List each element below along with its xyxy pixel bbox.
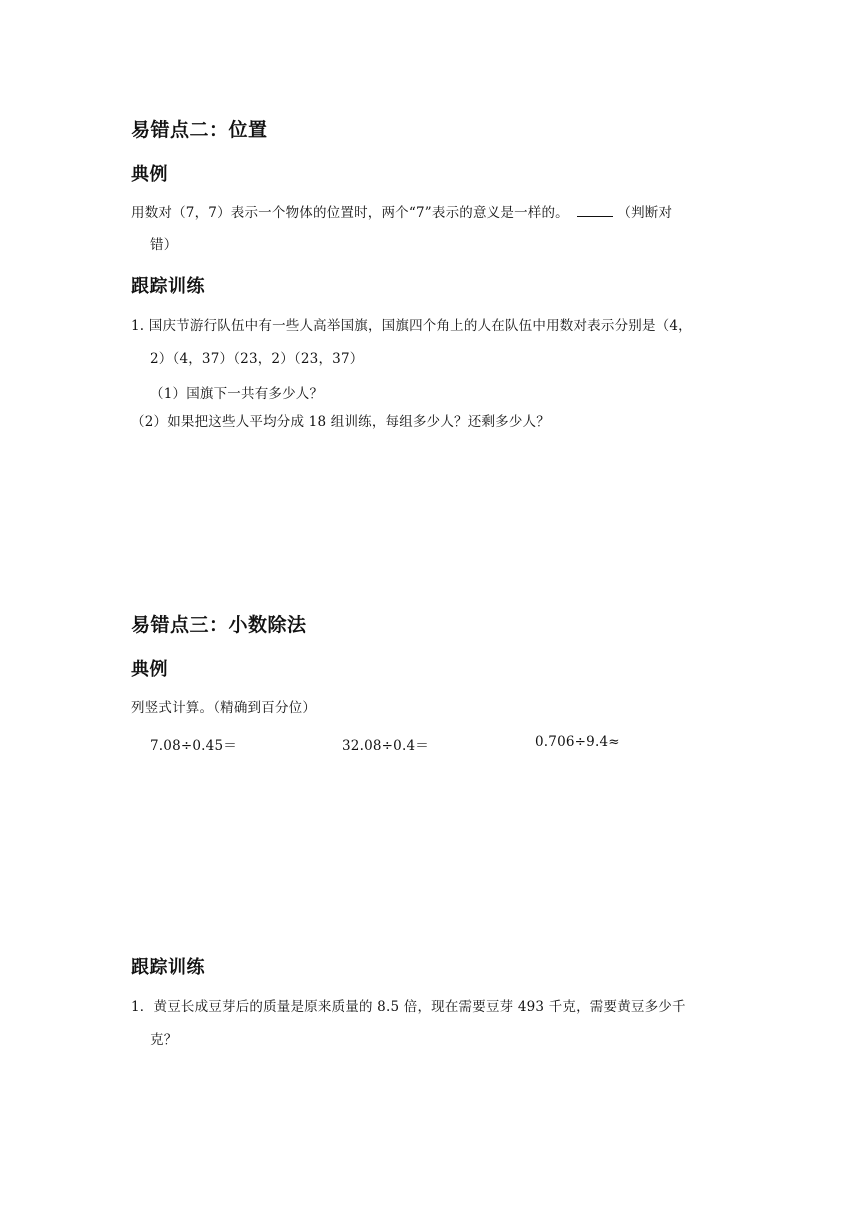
section3-q1-line1: 1．黄豆长成豆芽后的质量是原来质量的 8.5 倍，现在需要豆芽 493 千克，需要黄豆多少千 xyxy=(131,999,686,1015)
division-problem-2: 32.08÷0.4＝ xyxy=(342,738,429,754)
section2-q1-sub2: （2）如果把这些人平均分成 18 组训练，每组多少人？还剩多少人？ xyxy=(131,414,550,430)
answer-blank[interactable] xyxy=(577,204,613,217)
section2-practice-heading: 跟踪训练 xyxy=(131,276,205,297)
section3-instruction: 列竖式计算。（精确到百分位） xyxy=(131,700,317,716)
example-question-text: 用数对（7，7）表示一个物体的位置时，两个“7”表示的意义是一样的。 xyxy=(131,205,569,221)
section2-example-line2: 错） xyxy=(150,237,178,253)
section3-example-heading: 典例 xyxy=(131,659,168,680)
section3-q1-line2: 克？ xyxy=(150,1032,178,1048)
division-problem-1: 7.08÷0.45＝ xyxy=(150,738,237,754)
section2-title: 易错点二：位置 xyxy=(131,119,268,141)
section2-q1-line2: 2）（4，37）（23，2）（23，37） xyxy=(150,351,364,367)
section2-q1-sub1: （1）国旗下一共有多少人？ xyxy=(150,386,324,402)
section3-title: 易错点三：小数除法 xyxy=(131,614,307,636)
section2-q1-line1: 1. 国庆节游行队伍中有一些人高举国旗，国旗四个角上的人在队伍中用数对表示分别是（4， xyxy=(131,318,692,334)
section3-practice-heading: 跟踪训练 xyxy=(131,957,205,978)
section2-example-heading: 典例 xyxy=(131,164,168,185)
section2-example-line1 xyxy=(131,201,672,221)
division-problem-3: 0.706÷9.4≈ xyxy=(535,734,620,750)
judge-hint: （判断对 xyxy=(617,205,673,221)
